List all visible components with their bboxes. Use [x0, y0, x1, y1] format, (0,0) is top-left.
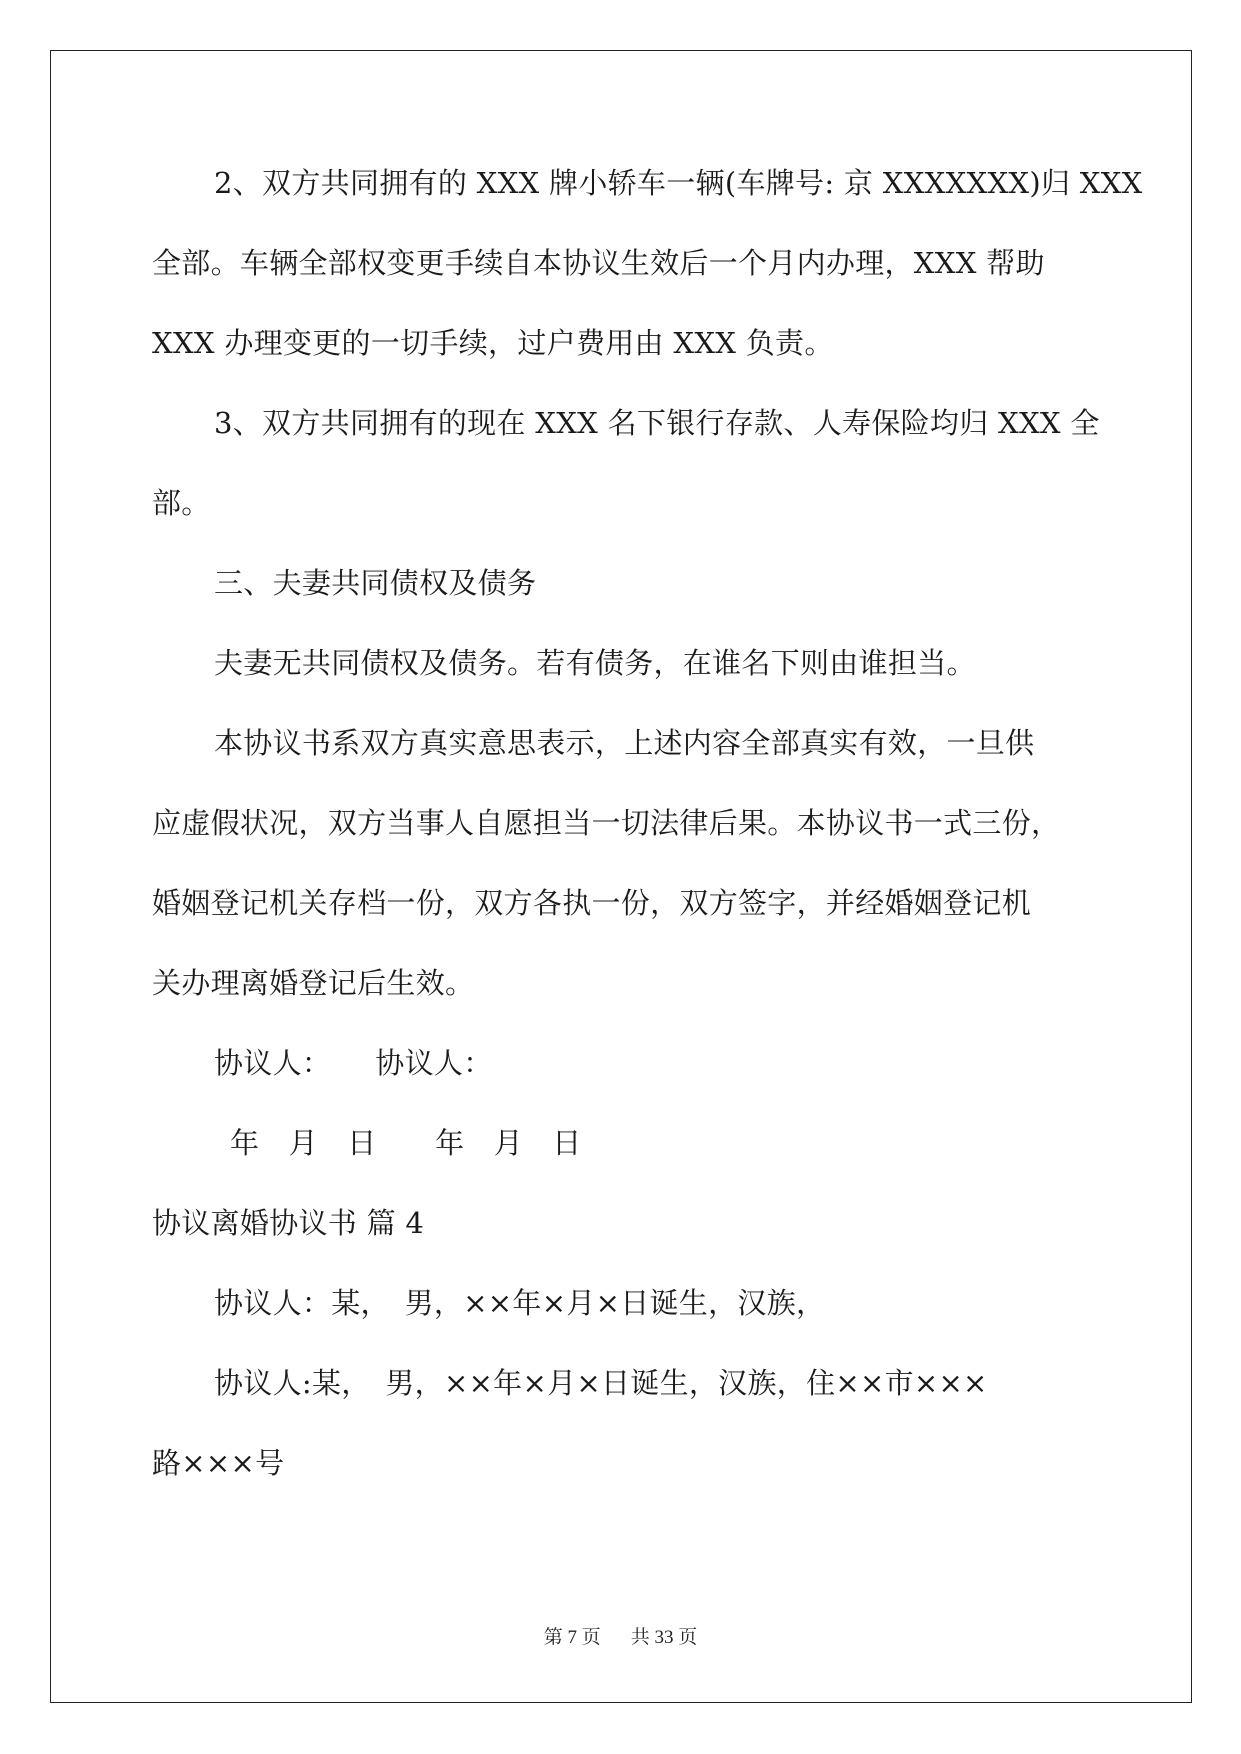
paragraph-line: 夫妻无共同债权及债务。若有债务，在谁名下则由谁担当。 [214, 646, 976, 680]
paragraph-line: 3、双方共同拥有的现在 XXX 名下银行存款、人寿保险均归 XXX 全 [214, 406, 1100, 440]
party-line: 协议人：某， 男，××年×月×日诞生，汉族， [214, 1286, 826, 1320]
paragraph-line: 婚姻登记机关存档一份，双方各执一份，双方签字，并经婚姻登记机 [152, 886, 1032, 920]
section-heading: 三、夫妻共同债权及债务 [214, 566, 537, 600]
document-body [152, 165, 1143, 1525]
paragraph-line: XXX 办理变更的一切手续，过户费用由 XXX 负责。 [152, 326, 834, 360]
page-footer [0, 1622, 1241, 1649]
paragraph-line: 全部。车辆全部权变更手续自本协议生效后一个月内办理，XXX 帮助 [152, 246, 1045, 280]
paragraph-line: 本协议书系双方真实意思表示，上述内容全部真实有效，一旦供 [214, 726, 1035, 760]
paragraph-line: 路×××号 [152, 1446, 285, 1480]
paragraph-line: 关办理离婚登记后生效。 [152, 966, 475, 1000]
date-line: 年 月 日 年 月 日 [230, 1126, 582, 1160]
signature-line: 协议人： 协议人： [214, 1046, 493, 1080]
page-number: 第 7 页 [543, 1627, 601, 1648]
page-total: 共 33 页 [630, 1627, 698, 1648]
paragraph-line: 部。 [152, 486, 211, 520]
document-title: 协议离婚协议书 篇 4 [152, 1206, 425, 1240]
paragraph-line: 2、双方共同拥有的 XXX 牌小轿车一辆(车牌号: 京 XXXXXXX)归 XXX [214, 166, 1143, 200]
party-line: 协议人:某， 男，××年×月×日诞生，汉族，住××市××× [214, 1366, 988, 1400]
paragraph-line: 应虚假状况，双方当事人自愿担当一切法律后果。本协议书一式三份， [152, 806, 1061, 840]
